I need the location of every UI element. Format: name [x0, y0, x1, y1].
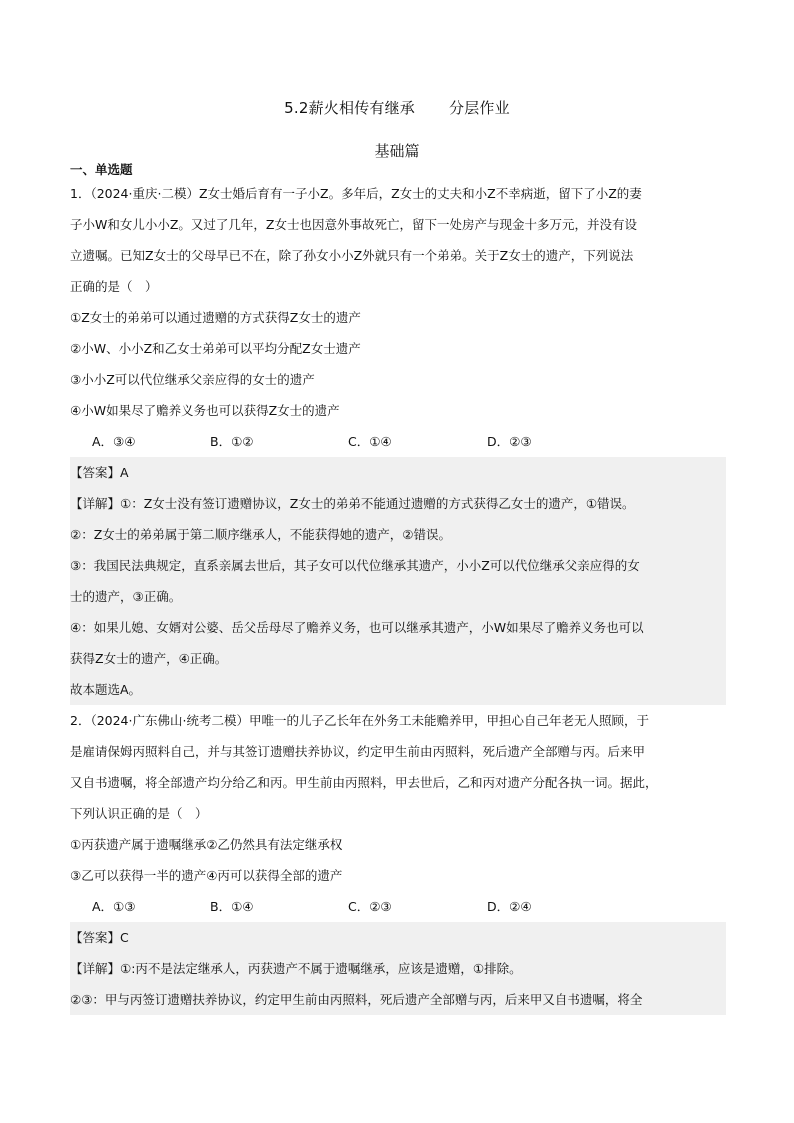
q2-option-b: B．①④ — [210, 899, 254, 914]
q2-stem-line: 是雇请保姆丙照料自己，并与其签订遗赠扶养协议，约定甲生前由丙照料，死后遗产全部赠与丙。后来甲 — [70, 744, 646, 759]
q1-stem-line: 立遗嘱。已知Z女士的父母早已不在，除了孙女小小Z外就只有一个弟弟。关于Z女士的遗产，下列说法 — [70, 248, 634, 263]
q1-options — [70, 426, 726, 457]
q1-answer: 【答案】A — [70, 465, 129, 480]
page-title — [0, 97, 794, 118]
q1-option-b: B．①② — [210, 434, 254, 449]
q2-option-a: A．①③ — [92, 899, 136, 914]
q1-item: ②小W、小小Z和乙女士弟弟可以平均分配Z女士遗产 — [70, 341, 361, 356]
q1-detail-line: 获得Z女士的遗产，④正确。 — [70, 651, 228, 666]
title-main: 5.2薪火相传有继承 — [284, 99, 416, 117]
q1-item: ①Z女士的弟弟可以通过遗赠的方式获得Z女士的遗产 — [70, 310, 361, 325]
q1-stem-line: 1．（2024·重庆·二模）Z女士婚后育有一子小Z。多年后，Z女士的丈夫和小Z不幸病逝，留下了小Z的妻 — [70, 186, 642, 201]
q2-stem-line: 下列认识正确的是（ ） — [70, 806, 208, 821]
q1-option-a: A．③④ — [92, 434, 136, 449]
q1-detail-line: 故本题选A。 — [70, 682, 142, 697]
q1-option-d: D．②③ — [487, 434, 532, 449]
q1-stem-line: 正确的是（ ） — [70, 279, 158, 294]
q2-option-c: C．②③ — [348, 899, 392, 914]
q2-stem-line: 又自书遗嘱，将全部遗产均分给乙和丙。甲生前由丙照料，甲去世后，乙和丙对遗产分配各执一词。据此， — [70, 775, 658, 790]
question-1 — [70, 178, 726, 705]
content — [70, 162, 726, 1015]
question-2 — [70, 705, 726, 1015]
section-heading: 一、单选题 — [70, 162, 133, 177]
q1-detail-line: ②：Z女士的弟弟属于第二顺序继承人，不能获得她的遗产，②错误。 — [70, 527, 451, 542]
q2-item: ③乙可以获得一半的遗产④丙可以获得全部的遗产 — [70, 868, 343, 883]
q2-detail-line: 【详解】①:丙不是法定继承人，丙获遗产不属于遗嘱继承，应该是遗赠，①排除。 — [70, 961, 522, 976]
q1-detail-line: 【详解】①：Z女士没有签订遗赠协议，Z女士的弟弟不能通过遗赠的方式获得乙女士的遗产，①错误。 — [70, 496, 635, 511]
title-right: 分层作业 — [449, 99, 510, 117]
q1-answer-block — [70, 457, 726, 705]
q2-item: ①丙获遗产属于遗嘱继承②乙仍然具有法定继承权 — [70, 837, 343, 852]
q2-answer: 【答案】C — [70, 930, 129, 945]
q2-stem-line: 2．（2024·广东佛山·统考二模）甲唯一的儿子乙长年在外务工未能赡养甲，甲担心自己年老无人照顾，于 — [70, 713, 649, 728]
q2-detail-line: ②③：甲与丙签订遗赠扶养协议，约定甲生前由丙照料，死后遗产全部赠与丙，后来甲又自书遗嘱，将全 — [70, 992, 643, 1007]
q2-answer-block — [70, 922, 726, 1015]
q1-detail-line: 士的遗产，③正确。 — [70, 589, 182, 604]
q2-option-d: D．②④ — [487, 899, 532, 914]
q1-stem-line: 子小W和女儿小小Z。又过了几年，Z女士也因意外事故死亡，留下一处房产与现金十多万元，并没有设 — [70, 217, 637, 232]
q1-detail-line: ③：我国民法典规定，直系亲属去世后，其子女可以代位继承其遗产，小小Z可以代位继承父亲应得的女 — [70, 558, 640, 573]
q1-item: ④小W如果尽了赡养义务也可以获得Z女士的遗产 — [70, 403, 340, 418]
q1-item: ③小小Z可以代位继承父亲应得的女士的遗产 — [70, 372, 315, 387]
q1-detail-line: ④：如果儿媳、女婿对公婆、岳父岳母尽了赡养义务，也可以继承其遗产，小W如果尽了赡养义务也可以 — [70, 620, 644, 635]
page-subtitle: 基础篇 — [374, 142, 420, 160]
q2-options — [70, 891, 726, 922]
q1-option-c: C．①④ — [348, 434, 392, 449]
